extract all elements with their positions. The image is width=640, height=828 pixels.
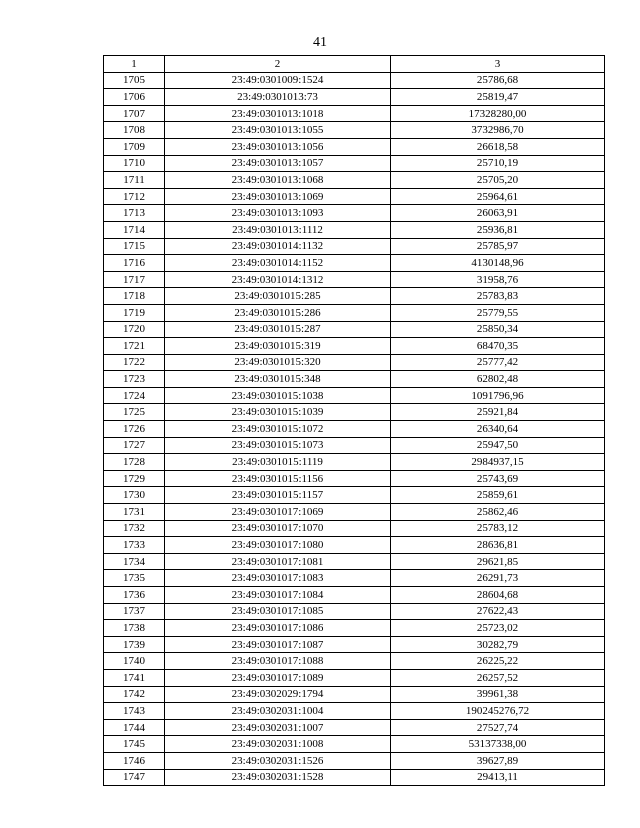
cadastral-number-cell: 23:49:0301015:319	[165, 338, 391, 355]
row-number-cell: 1710	[104, 155, 165, 172]
cadastral-value-cell: 25921,84	[391, 404, 605, 421]
table-row	[104, 238, 605, 255]
cadastral-value-cell: 25862,46	[391, 504, 605, 521]
row-number-cell: 1729	[104, 470, 165, 487]
table-row	[104, 454, 605, 471]
row-number-cell: 1721	[104, 338, 165, 355]
cadastral-value-cell: 26291,73	[391, 570, 605, 587]
cadastral-value-cell: 25723,02	[391, 620, 605, 637]
table-row	[104, 603, 605, 620]
cadastral-number-cell: 23:49:0302031:1008	[165, 736, 391, 753]
table-row	[104, 703, 605, 720]
cadastral-value-cell: 25783,12	[391, 520, 605, 537]
table-row	[104, 504, 605, 521]
cadastral-value-cell: 25783,83	[391, 288, 605, 305]
cadastral-number-cell: 23:49:0302031:1007	[165, 719, 391, 736]
table-row	[104, 89, 605, 106]
table-row	[104, 338, 605, 355]
table-row	[104, 155, 605, 172]
cadastral-value-cell: 4130148,96	[391, 255, 605, 272]
cadastral-number-cell: 23:49:0302031:1004	[165, 703, 391, 720]
cadastral-number-cell: 23:49:0301013:1056	[165, 138, 391, 155]
table-row	[104, 587, 605, 604]
table-row	[104, 304, 605, 321]
cadastral-number-cell: 23:49:0301015:1157	[165, 487, 391, 504]
row-number-cell: 1723	[104, 371, 165, 388]
row-number-cell: 1716	[104, 255, 165, 272]
row-number-cell: 1746	[104, 752, 165, 769]
cadastral-value-cell: 26225,22	[391, 653, 605, 670]
table-row	[104, 537, 605, 554]
cadastral-number-cell: 23:49:0301014:1152	[165, 255, 391, 272]
cadastral-number-cell: 23:49:0301013:1112	[165, 221, 391, 238]
table-row	[104, 321, 605, 338]
cadastral-value-cell: 53137338,00	[391, 736, 605, 753]
cadastral-value-cell: 190245276,72	[391, 703, 605, 720]
cadastral-value-cell: 68470,35	[391, 338, 605, 355]
row-number-cell: 1709	[104, 138, 165, 155]
table-row	[104, 138, 605, 155]
cadastral-value-cell: 25936,81	[391, 221, 605, 238]
cadastral-number-cell: 23:49:0301009:1524	[165, 72, 391, 89]
row-number-cell: 1737	[104, 603, 165, 620]
cadastral-number-cell: 23:49:0301013:1018	[165, 105, 391, 122]
table-row	[104, 487, 605, 504]
cadastral-value-cell: 39627,89	[391, 752, 605, 769]
cadastral-value-cell: 26257,52	[391, 669, 605, 686]
cadastral-value-cell: 25779,55	[391, 304, 605, 321]
cadastral-value-cell: 28636,81	[391, 537, 605, 554]
cadastral-value-cell: 27622,43	[391, 603, 605, 620]
row-number-cell: 1711	[104, 172, 165, 189]
row-number-cell: 1745	[104, 736, 165, 753]
row-number-cell: 1725	[104, 404, 165, 421]
table-row	[104, 736, 605, 753]
row-number-cell: 1730	[104, 487, 165, 504]
cadastral-number-cell: 23:49:0301017:1080	[165, 537, 391, 554]
row-number-cell: 1734	[104, 553, 165, 570]
cadastral-value-table	[103, 55, 605, 786]
row-number-cell: 1706	[104, 89, 165, 106]
column-header-cadastral-number: 2	[165, 56, 391, 73]
row-number-cell: 1708	[104, 122, 165, 139]
cadastral-number-cell: 23:49:0301015:320	[165, 354, 391, 371]
table-row	[104, 122, 605, 139]
column-header-value: 3	[391, 56, 605, 73]
table-row	[104, 719, 605, 736]
cadastral-number-cell: 23:49:0301015:348	[165, 371, 391, 388]
cadastral-number-cell: 23:49:0301017:1084	[165, 587, 391, 604]
row-number-cell: 1728	[104, 454, 165, 471]
cadastral-number-cell: 23:49:0301017:1069	[165, 504, 391, 521]
table-row	[104, 769, 605, 786]
cadastral-number-cell: 23:49:0301017:1086	[165, 620, 391, 637]
row-number-cell: 1738	[104, 620, 165, 637]
cadastral-value-cell: 25743,69	[391, 470, 605, 487]
cadastral-number-cell: 23:49:0301015:1038	[165, 387, 391, 404]
row-number-cell: 1719	[104, 304, 165, 321]
row-number-cell: 1741	[104, 669, 165, 686]
cadastral-value-cell: 29621,85	[391, 553, 605, 570]
cadastral-value-cell: 3732986,70	[391, 122, 605, 139]
cadastral-number-cell: 23:49:0301013:73	[165, 89, 391, 106]
cadastral-number-cell: 23:49:0301015:1119	[165, 454, 391, 471]
table-row	[104, 686, 605, 703]
cadastral-number-cell: 23:49:0301017:1070	[165, 520, 391, 537]
cadastral-value-cell: 25705,20	[391, 172, 605, 189]
cadastral-number-cell: 23:49:0301017:1088	[165, 653, 391, 670]
row-number-cell: 1736	[104, 587, 165, 604]
row-number-cell: 1735	[104, 570, 165, 587]
table-row	[104, 205, 605, 222]
row-number-cell: 1707	[104, 105, 165, 122]
table-row	[104, 105, 605, 122]
row-number-cell: 1739	[104, 636, 165, 653]
table-row	[104, 371, 605, 388]
row-number-cell: 1724	[104, 387, 165, 404]
cadastral-number-cell: 23:49:0301017:1089	[165, 669, 391, 686]
cadastral-number-cell: 23:49:0301014:1132	[165, 238, 391, 255]
cadastral-number-cell: 23:49:0301015:1073	[165, 437, 391, 454]
row-number-cell: 1726	[104, 421, 165, 438]
cadastral-number-cell: 23:49:0301015:285	[165, 288, 391, 305]
row-number-cell: 1742	[104, 686, 165, 703]
cadastral-number-cell: 23:49:0301015:1072	[165, 421, 391, 438]
row-number-cell: 1705	[104, 72, 165, 89]
row-number-cell: 1727	[104, 437, 165, 454]
cadastral-number-cell: 23:49:0301013:1057	[165, 155, 391, 172]
row-number-cell: 1713	[104, 205, 165, 222]
table-row	[104, 221, 605, 238]
cadastral-number-cell: 23:49:0301013:1093	[165, 205, 391, 222]
cadastral-number-cell: 23:49:0301017:1085	[165, 603, 391, 620]
row-number-cell: 1732	[104, 520, 165, 537]
table-row	[104, 271, 605, 288]
cadastral-number-cell: 23:49:0302029:1794	[165, 686, 391, 703]
table-row	[104, 653, 605, 670]
cadastral-value-cell: 27527,74	[391, 719, 605, 736]
cadastral-value-cell: 28604,68	[391, 587, 605, 604]
table-row	[104, 421, 605, 438]
cadastral-value-cell: 62802,48	[391, 371, 605, 388]
cadastral-number-cell: 23:49:0301015:286	[165, 304, 391, 321]
cadastral-value-cell: 1091796,96	[391, 387, 605, 404]
cadastral-value-cell: 25819,47	[391, 89, 605, 106]
cadastral-number-cell: 23:49:0301013:1069	[165, 188, 391, 205]
cadastral-value-cell: 31958,76	[391, 271, 605, 288]
cadastral-value-cell: 25785,97	[391, 238, 605, 255]
row-number-cell: 1743	[104, 703, 165, 720]
cadastral-value-cell: 26063,91	[391, 205, 605, 222]
table-row	[104, 288, 605, 305]
page-number: 41	[313, 35, 327, 50]
row-number-cell: 1722	[104, 354, 165, 371]
table-row	[104, 255, 605, 272]
table-row	[104, 570, 605, 587]
table-row	[104, 437, 605, 454]
row-number-cell: 1740	[104, 653, 165, 670]
cadastral-value-cell: 26340,64	[391, 421, 605, 438]
table-row	[104, 470, 605, 487]
table-row	[104, 387, 605, 404]
cadastral-number-cell: 23:49:0302031:1528	[165, 769, 391, 786]
row-number-cell: 1715	[104, 238, 165, 255]
row-number-cell: 1717	[104, 271, 165, 288]
cadastral-value-cell: 25964,61	[391, 188, 605, 205]
cadastral-value-cell: 25777,42	[391, 354, 605, 371]
row-number-cell: 1714	[104, 221, 165, 238]
cadastral-number-cell: 23:49:0301013:1055	[165, 122, 391, 139]
table-row	[104, 669, 605, 686]
cadastral-number-cell: 23:49:0301017:1081	[165, 553, 391, 570]
table-header-row	[104, 56, 605, 73]
column-header-number: 1	[104, 56, 165, 73]
row-number-cell: 1720	[104, 321, 165, 338]
cadastral-value-cell: 39961,38	[391, 686, 605, 703]
table-row	[104, 172, 605, 189]
cadastral-number-cell: 23:49:0302031:1526	[165, 752, 391, 769]
row-number-cell: 1747	[104, 769, 165, 786]
cadastral-value-cell: 25947,50	[391, 437, 605, 454]
cadastral-value-cell: 25859,61	[391, 487, 605, 504]
row-number-cell: 1718	[104, 288, 165, 305]
cadastral-value-cell: 26618,58	[391, 138, 605, 155]
table-row	[104, 72, 605, 89]
cadastral-number-cell: 23:49:0301015:1039	[165, 404, 391, 421]
cadastral-value-cell: 2984937,15	[391, 454, 605, 471]
cadastral-value-cell: 25786,68	[391, 72, 605, 89]
cadastral-value-cell: 30282,79	[391, 636, 605, 653]
cadastral-value-cell: 29413,11	[391, 769, 605, 786]
row-number-cell: 1733	[104, 537, 165, 554]
row-number-cell: 1731	[104, 504, 165, 521]
table-body	[104, 72, 605, 786]
table-row	[104, 636, 605, 653]
table-row	[104, 354, 605, 371]
table-row	[104, 404, 605, 421]
cadastral-number-cell: 23:49:0301014:1312	[165, 271, 391, 288]
row-number-cell: 1712	[104, 188, 165, 205]
table-row	[104, 620, 605, 637]
row-number-cell: 1744	[104, 719, 165, 736]
table-row	[104, 520, 605, 537]
cadastral-value-cell: 25850,34	[391, 321, 605, 338]
cadastral-number-cell: 23:49:0301015:287	[165, 321, 391, 338]
table-row	[104, 188, 605, 205]
cadastral-value-cell: 17328280,00	[391, 105, 605, 122]
table-row	[104, 752, 605, 769]
cadastral-number-cell: 23:49:0301017:1087	[165, 636, 391, 653]
table-row	[104, 553, 605, 570]
cadastral-number-cell: 23:49:0301017:1083	[165, 570, 391, 587]
cadastral-value-cell: 25710,19	[391, 155, 605, 172]
cadastral-number-cell: 23:49:0301015:1156	[165, 470, 391, 487]
cadastral-number-cell: 23:49:0301013:1068	[165, 172, 391, 189]
